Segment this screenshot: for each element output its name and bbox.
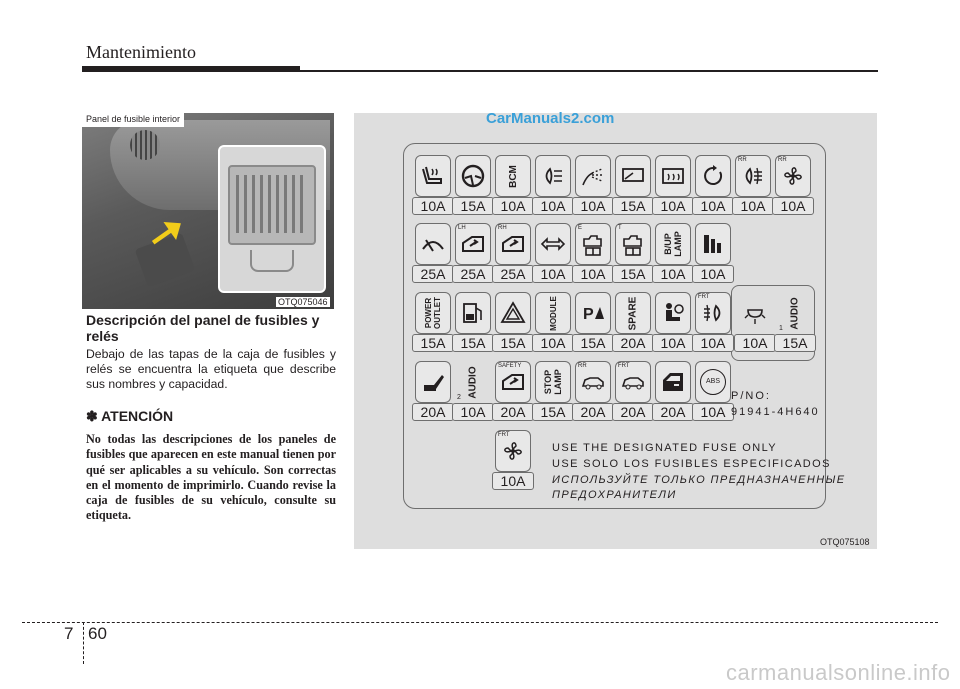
fuse-rating: 10A [532,265,574,283]
fuse-audio-1 [777,292,813,354]
fuse-front-fog [695,292,731,354]
fuse-steering [455,155,491,217]
fuse-wiper [415,223,451,285]
audio-label: AUDIO 2 [457,365,479,401]
air-vent [130,130,160,160]
fuse-seat-heater [415,155,451,217]
fuse-hazard [495,292,531,354]
panel-code: OTQ075108 [820,537,870,547]
fuse-rating: 20A [652,403,694,421]
fuse-rating: 20A [572,403,614,421]
fuse-rating: 10A [692,265,734,283]
fuse-hazard-arrows [535,223,571,285]
header-rule-thick [82,66,300,72]
fuse-front-fan [495,430,531,492]
page-header-title: Mantenimiento [86,42,196,62]
fuse-door [655,361,691,423]
heated-seat-icon [695,223,731,265]
car-icon: RR [575,361,611,403]
fuse-headlamp [535,155,571,217]
fuse-front-car [615,361,651,423]
fuse-box-tab [250,250,294,272]
module-label: MODULE [535,292,571,334]
footer-rule [22,622,938,623]
fuse-backup-lamp [655,223,691,285]
warning-line-russian: ИСПОЛЬЗУЙТЕ ТОЛЬКО ПРЕДНАЗНАЧЕННЫЕ [552,474,846,486]
fuse-bcm [495,155,531,217]
backup-lamp-label: B/UP LAMP [655,223,691,265]
fuse-safety-window [495,361,531,423]
fuse-rating: 10A [452,403,494,421]
photo-caption: Panel de fusible interior [82,113,184,127]
fuse-rating: 10A [492,197,534,215]
watermark: CarManuals2.com [486,110,615,127]
attention-title: ✽ ATENCIÓN [86,408,174,424]
section-heading: Descripción del panel de fusibles y relés [86,312,320,344]
hazard-icon [495,292,531,334]
fuse-rating: 10A [692,334,734,352]
fuse-module [535,292,571,354]
fuse-circle [695,155,731,217]
bcm-label: BCM [495,155,531,197]
fuse-window-rh [495,223,531,285]
fuse-heated [695,223,731,285]
fuse-rating: 15A [612,265,654,283]
door-icon [655,361,691,403]
abs-icon: ABS [695,361,731,403]
seat-heater-icon [415,155,451,197]
fuse-rating: 20A [612,403,654,421]
fuse-abs [695,361,731,423]
fuse-window-lh [455,223,491,285]
mirror-icon [615,155,651,197]
front-fog-icon: FRT [695,292,731,334]
fuse-spare [615,292,651,354]
warning-line-spanish: USE SOLO LOS FUSIBLES ESPECIFICADOS [552,458,831,470]
fuse-rating: 10A [692,403,734,421]
washer-icon [575,155,611,197]
fuse-rating: 15A [572,334,614,352]
fuse-rating: 10A [492,472,534,490]
fuse-rating: 25A [452,265,494,283]
svg-text:P: P [583,306,594,323]
footer-divider [83,622,84,664]
seat-icon [415,361,451,403]
fuel-icon [455,292,491,334]
fuse-rating: 15A [412,334,454,352]
fuse-rating: 15A [452,197,494,215]
fuse-rear-car [575,361,611,423]
photo-code: OTQ075046 [278,297,328,307]
fuse-rating: 10A [532,197,574,215]
fuse-rating: 10A [732,197,774,215]
parking-icon [575,292,611,334]
fuse-fuel [455,292,491,354]
fuse-engine-e [575,223,611,285]
window-icon: SAFETY [495,361,531,403]
fuse-rating: 25A [412,265,454,283]
attention-text: No todas las descripciones de los paneles de fusibles que aparecen en este manual tienen por qué ser aplicables a su vehículo. Son correctas en el momento de imprimirlo. Cuando revise la caja de fusibles de su vehículo, consulte su etiqueta. [86,432,336,523]
engine-book-icon: T [615,223,651,265]
stop-lamp-label: STOP LAMP [535,361,571,403]
fuse-rating: 10A [572,265,614,283]
fan-icon: RR [775,155,811,197]
fuse-rating: 20A [412,403,454,421]
power-outlet-label: POWER OUTLET [415,292,451,334]
fuse-rating: 10A [772,197,814,215]
fuse-rating: 10A [532,334,574,352]
engine-book-icon: E [575,223,611,265]
circle-arrow-icon [695,155,731,197]
fan-icon: FRT [495,430,531,472]
fuse-rating: 10A [692,197,734,215]
fuse-airbag [655,292,691,354]
fuse-rating: 20A [612,334,654,352]
fuse-rating: 10A [652,265,694,283]
fuse-audio-2 [455,361,491,423]
fuse-rating: 10A [652,197,694,215]
spare-label: SPARE [615,292,651,334]
fuse-rating: 15A [492,334,534,352]
fuse-rating: 15A [452,334,494,352]
fuse-rating: 15A [612,197,654,215]
warning-line-russian-2: ПРЕДОХРАНИТЕЛИ [552,489,677,501]
fuse-washer [575,155,611,217]
fuse-grid [236,175,308,233]
room-lamp-icon [737,292,773,334]
fuse-power-outlet [415,292,451,354]
fuse-rear-fog [735,155,771,217]
chapter-number: 7 [64,624,74,643]
car-icon: FRT [615,361,651,403]
fuse-mirror [615,155,651,217]
interior-photo [82,113,334,309]
wiper-icon [415,223,451,265]
fuse-engine-t [615,223,651,285]
warning-line-english: USE THE DESIGNATED FUSE ONLY [552,442,778,454]
headlamp-icon [535,155,571,197]
audio-label: AUDIO 1 [779,296,801,332]
rear-fog-icon: RR [735,155,771,197]
window-icon: LH [455,223,491,265]
rear-defog-icon [655,155,691,197]
airbag-icon [655,292,691,334]
fuse-stop-lamp [535,361,571,423]
page-number: 60 [88,624,107,643]
fuse-rating: 20A [492,403,534,421]
steering-wheel-icon [455,155,491,197]
fuse-rating: 10A [572,197,614,215]
fuse-rating: 10A [652,334,694,352]
fuse-room-lamp [737,292,773,354]
fuse-rating: 15A [774,334,816,352]
header-rule-thin [300,70,878,72]
fuse-rating: 25A [492,265,534,283]
hazard-arrows-icon [535,223,571,265]
fuse-rear-fan [775,155,811,217]
section-body: Debajo de las tapas de la caja de fusibles y relés se encuentra la etiqueta que describe sus nombres y capacidad. [86,347,336,391]
fuse-rating: 10A [734,334,776,352]
part-number-label: P/NO: [731,390,771,402]
site-watermark: carmanualsonline.info [726,660,951,685]
fuse-rating: 15A [532,403,574,421]
pedal-shape [135,233,196,288]
fuse-rear-defog [655,155,691,217]
part-number-value: 91941-4H640 [731,406,820,418]
fuse-parking [575,292,611,354]
fuse-rating: 10A [412,197,454,215]
window-icon: RH [495,223,531,265]
fuse-seat [415,361,451,423]
